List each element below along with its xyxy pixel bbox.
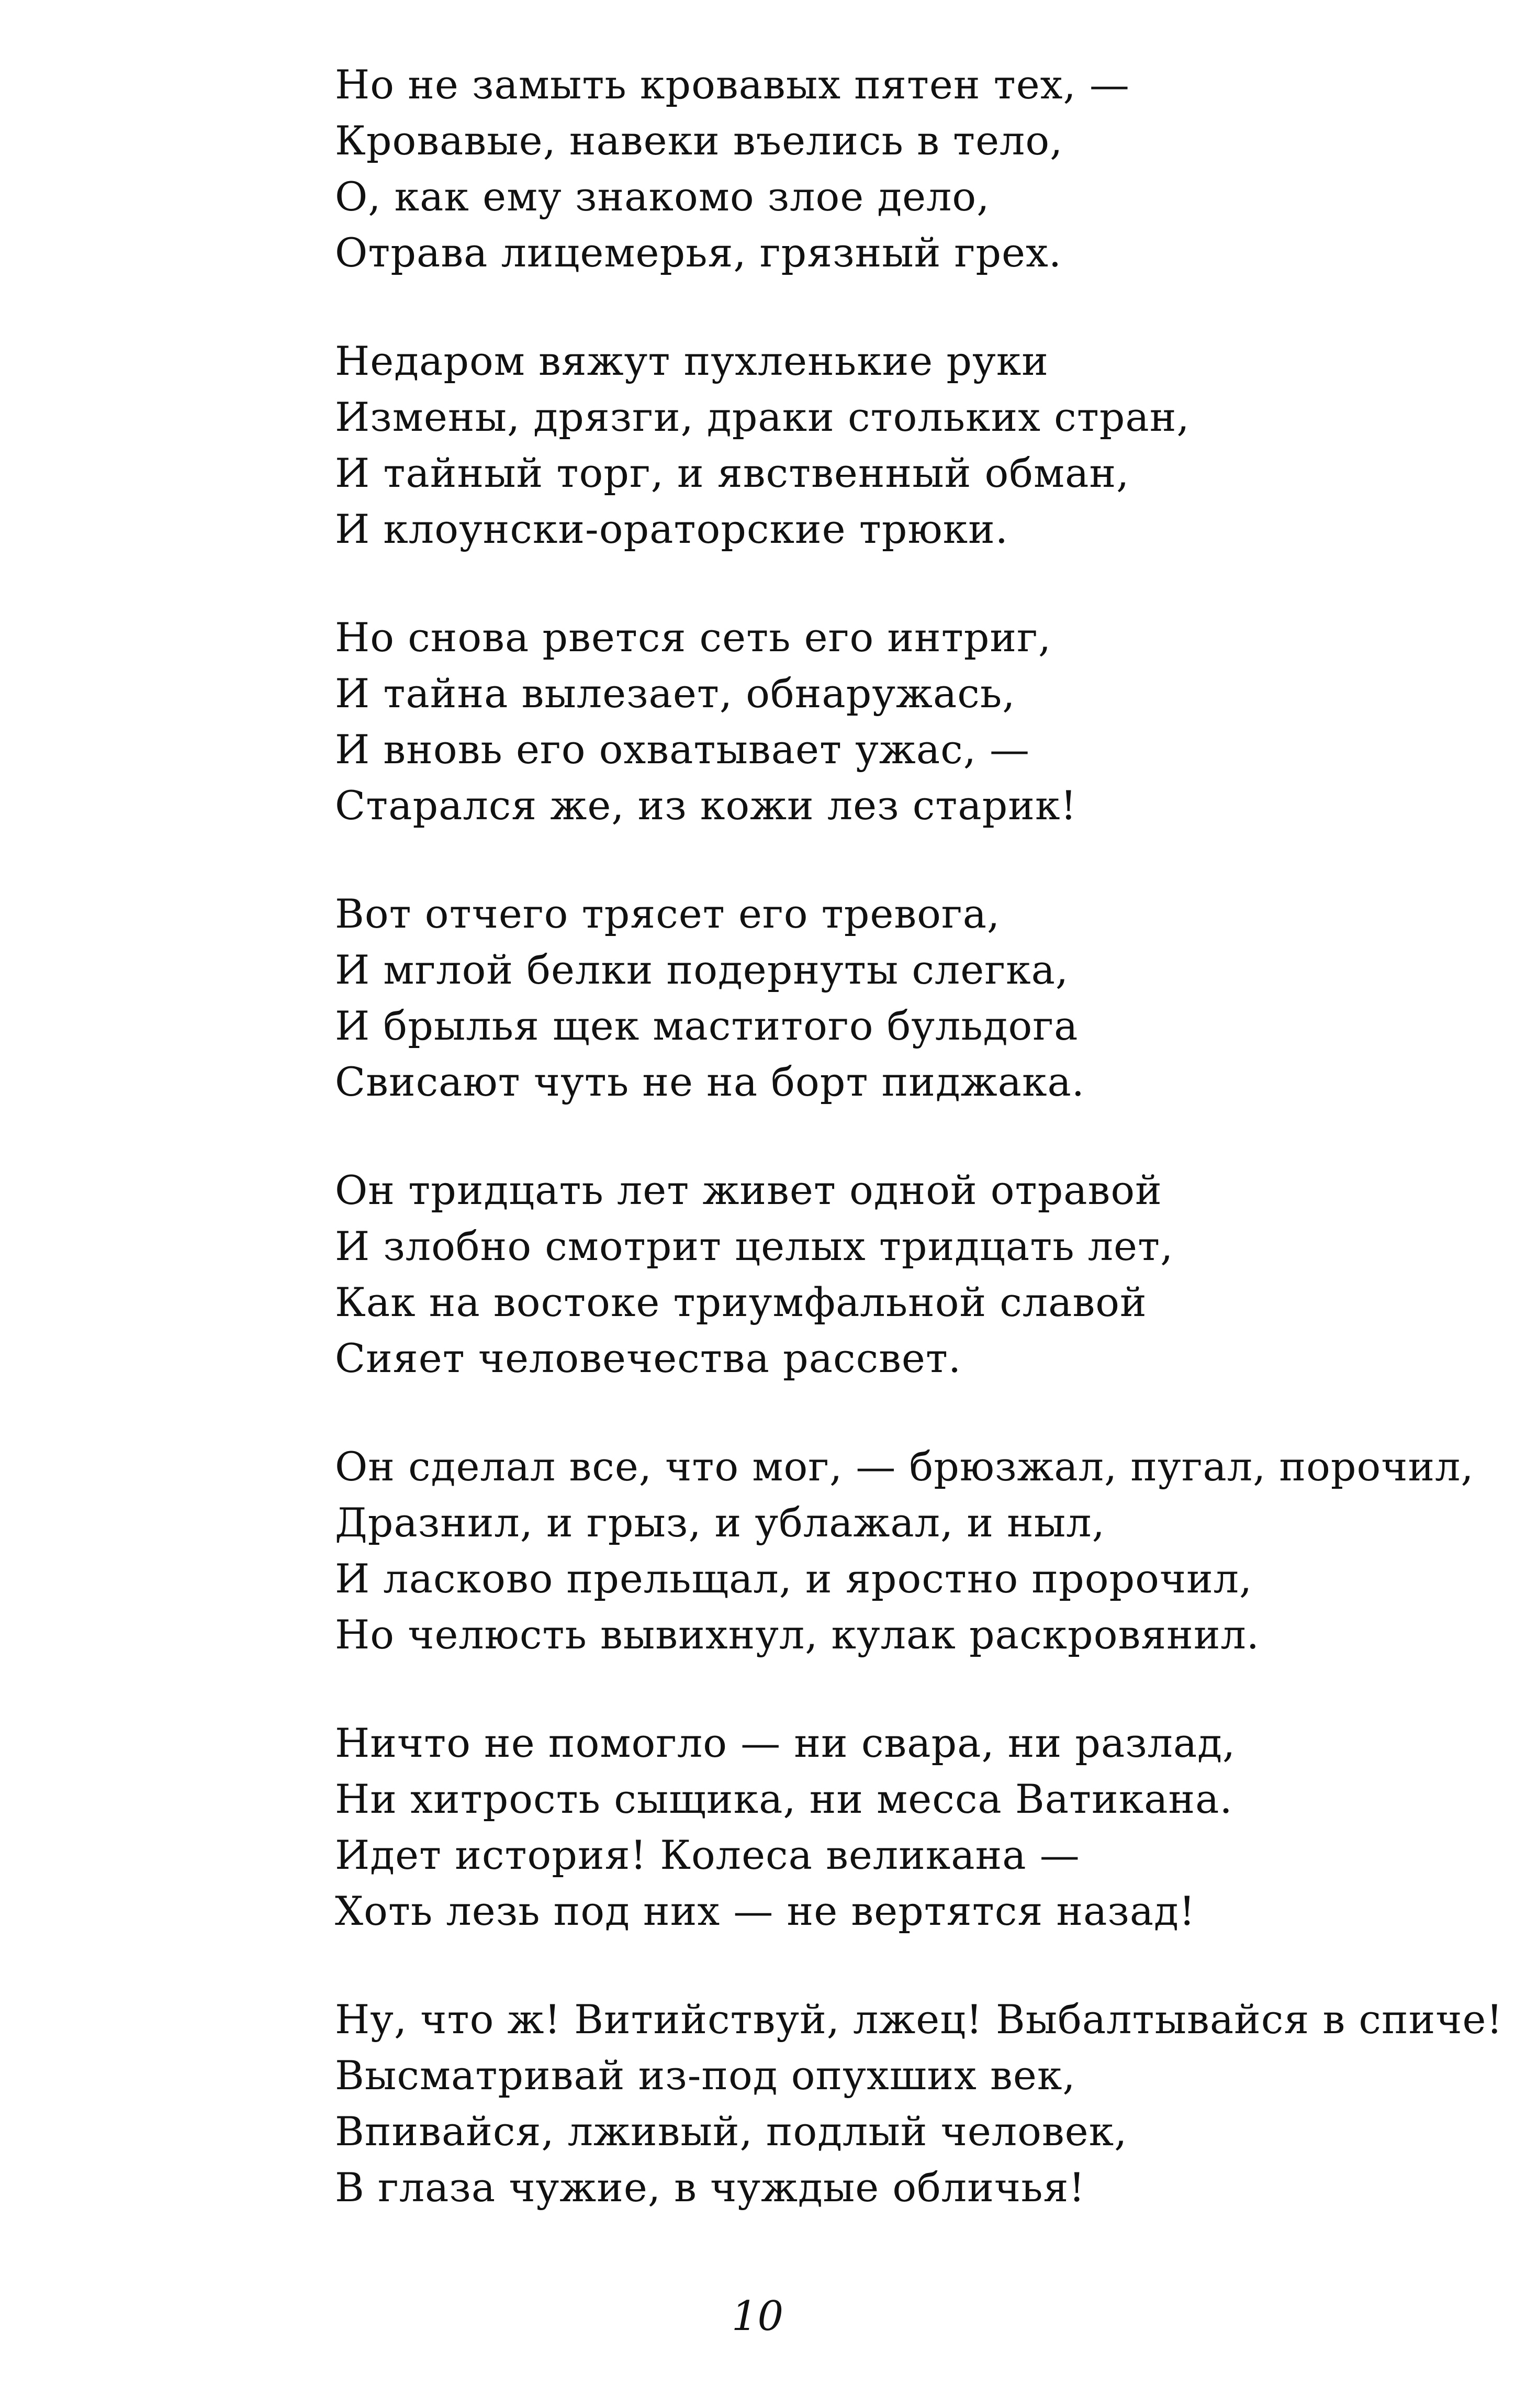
poem-line: Сияет человечества рассвет. [335, 1335, 962, 1381]
poem-line: Ни хитрость сыщика, ни месса Ватикана. [335, 1776, 1233, 1822]
poem-line: Кровавые, навеки въелись в тело, [335, 117, 1063, 164]
poem-line: Отрава лицемерья, грязный грех. [335, 229, 1062, 276]
poem-line: Ну, что ж! Витийствуй, лжец! Выбалтывайся в спиче! [335, 1996, 1503, 2043]
stanza-5 [335, 1162, 1502, 1386]
page-number: 10 [731, 2293, 784, 2340]
poem-line: Ничто не помогло — ни свара, ни разлад, [335, 1720, 1236, 1766]
poem-line: Как на востоке триумфальной славой [335, 1279, 1147, 1325]
poem-line: В глаза чужие, в чуждые обличья! [335, 2164, 1085, 2211]
poem-line: И тайна вылезает, обнаружась, [335, 670, 1016, 717]
poem-line: Высматривай из-под опухших век, [335, 2052, 1076, 2099]
poem-line: Вот отчего трясет его тревога, [335, 890, 1001, 937]
poem-line: Но не замыть кровавых пятен тех, — [335, 61, 1130, 108]
stanza-8 [335, 1991, 1502, 2215]
poem-line: Он сделал все, что мог, — брюзжал, пугал, порочил, [335, 1443, 1474, 1490]
stanza-2 [335, 333, 1502, 557]
stanza-6 [335, 1439, 1502, 1663]
poem-line: И ласково прельщал, и яростно пророчил, [335, 1555, 1253, 1602]
poem-line: Идет история! Колеса великана — [335, 1832, 1080, 1878]
poem-line: Он тридцать лет живет одной отравой [335, 1167, 1162, 1213]
poem-line: Но снова рвется сеть его интриг, [335, 614, 1052, 661]
poem-line: Свисают чуть не на борт пиджака. [335, 1058, 1085, 1105]
poem-line: О, как ему знакомо злое дело, [335, 173, 990, 220]
stanza-4 [335, 886, 1502, 1110]
poem-line: Недаром вяжут пухленькие руки [335, 338, 1049, 384]
poem-line: Впивайся, лживый, подлый человек, [335, 2108, 1128, 2155]
poem-line: Старался же, из кожи лез старик! [335, 782, 1077, 829]
poem-line: И клоунски-ораторские трюки. [335, 506, 1008, 552]
stanza-3 [335, 609, 1502, 833]
poem [335, 57, 1502, 2268]
stanza-1 [335, 57, 1502, 281]
poem-line: И мглой белки подернуты слегка, [335, 946, 1069, 993]
poem-line: И злобно смотрит целых тридцать лет, [335, 1223, 1174, 1269]
poem-line: Дразнил, и грыз, и ублажал, и ныл, [335, 1499, 1105, 1546]
poem-line: Измены, дрязги, драки стольких стран, [335, 394, 1190, 440]
poem-line: И брылья щек маститого бульдога [335, 1002, 1079, 1049]
poem-line: И вновь его охватывает ужас, — [335, 726, 1030, 773]
poem-line: Но челюсть вывихнул, кулак раскровянил. [335, 1611, 1260, 1658]
stanza-7 [335, 1715, 1502, 1939]
poem-line: И тайный торг, и явственный обман, [335, 450, 1130, 496]
poem-line: Хоть лезь под них — не вертятся назад! [335, 1888, 1196, 1934]
